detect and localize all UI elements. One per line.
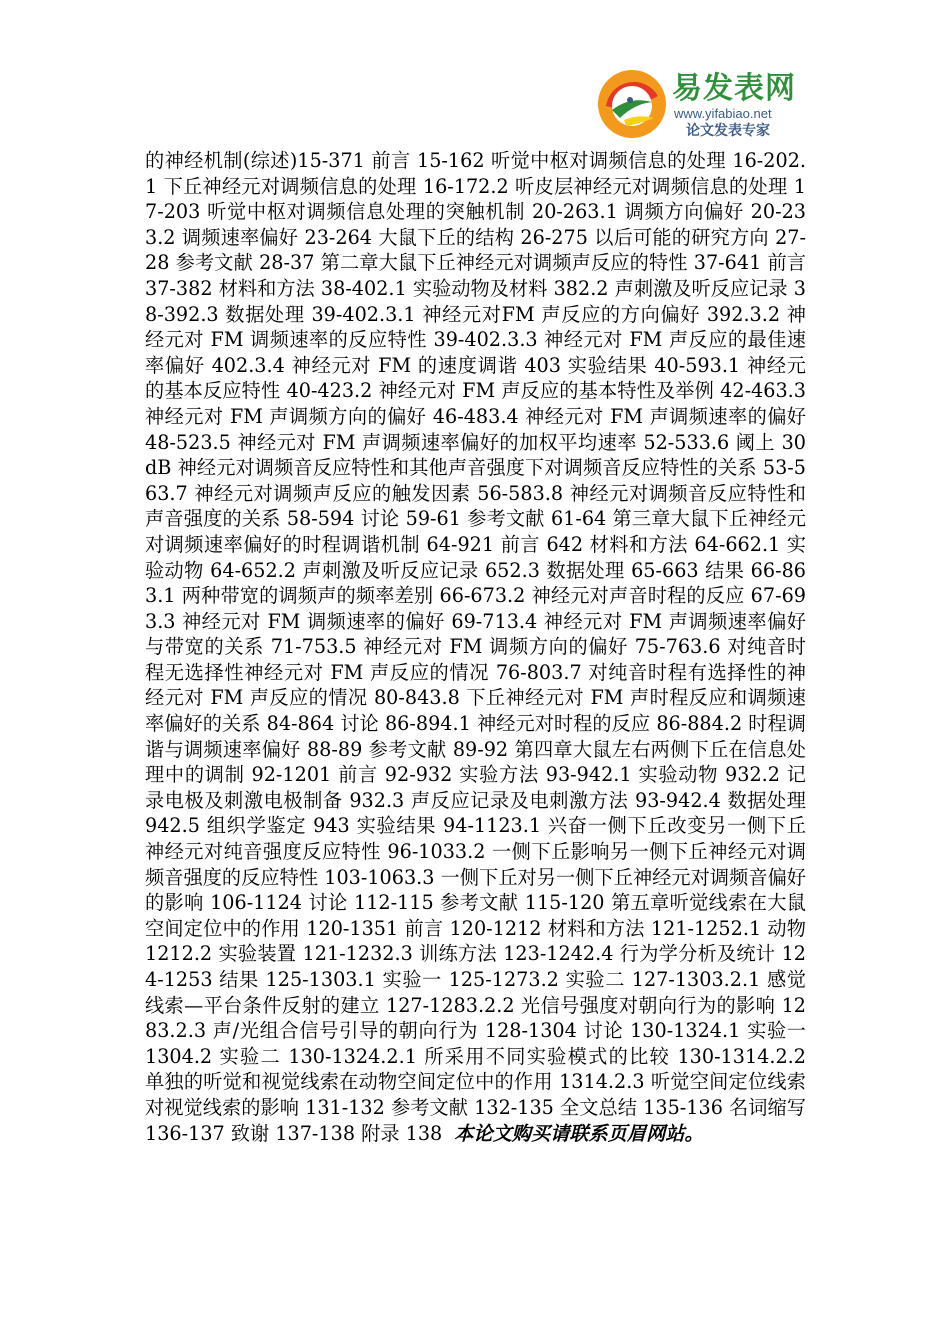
swoosh-logo-icon	[594, 66, 674, 146]
site-logo[interactable]	[594, 66, 814, 146]
logo-url: www.yifabiao.net	[674, 106, 772, 121]
toc-text: 的神经机制(综述)15-371 前言 15-162 听觉中枢对调频信息的处理 16-202.1 下丘神经元对调频信息的处理 16-172.2 听皮层神经元对调频信息的处理 17-203 听觉中枢对调频信息处理的突触机制 20-263.1 调频方向偏好 20-233.2 调频速率偏好 23-264 大鼠下丘的结构 26-275 以后可能的研究方向 27-28 参考文献 28-37 第二章大鼠下丘神经元对调频声反应的特性 37-641 前言 37-382 材料和方法 38-402.1 实验动物及材料 382.2 声刺激及听反应记录 38-392.3 数据处理 39-402.3.1 神经元对FM 声反应的方向偏好 392.3.2 神经元对 FM 调频速率的反应特性 39-402.3.3 神经元对 FM 声反应的最佳速率偏好 402.3.4 神经元对 FM 的速度调谐 403 实验结果 40-593.1 神经元的基本反应特性 40-423.2 神经元对 FM 声反应的基本特性及举例 42-463.3 神经元对 FM 声调频方向的偏好 46-483.4 神经元对 FM 声调频速率的偏好 48-523.5 神经元对 FM 声调频速率偏好的加权平均速率 52-533.6 阈上 30dB 神经元对调频音反应特性和其他声音强度下对调频音反应特性的关系 53-563.7 神经元对调频声反应的触发因素 56-583.8 神经元对调频音反应特性和声音强度的关系 58-594 讨论 59-61 参考文献 61-64 第三章大鼠下丘神经元对调频速率偏好的时程调谐机制 64-921 前言 642 材料和方法 64-662.1 实验动物 64-652.2 声刺激及听反应记录 652.3 数据处理 65-663 结果 66-863.1 两种带宽的调频声的频率差别 66-673.2 神经元对声音时程的反应 67-693.3 神经元对 FM 调频速率的偏好 69-713.4 神经元对 FM 声调频速率偏好与带宽的关系 71-753.5 神经元对 FM 调频方向的偏好 75-763.6 对纯音时程无选择性神经元对 FM 声反应的情况 76-803.7 对纯音时程有选择性的神经元对 FM 声反应的情况 80-843.8 下丘神经元对 FM 声时程反应和调频速率偏好的关系 84-864 讨论 86-894.1 神经元对时程的反应 86-884.2 时程调谐与调频速率偏好 88-89 参考文献 89-92 第四章大鼠左右两侧下丘在信息处理中的调制 92-1201 前言 92-932 实验方法 93-942.1 实验动物 932.2 记录电极及刺激电极制备 932.3 声反应记录及电刺激方法 93-942.4 数据处理 942.5 组织学鉴定 943 实验结果 94-1123.1 兴奋一侧下丘改变另一侧下丘神经元对纯音强度反应特性 96-1033.2 一侧下丘影响另一侧下丘神经元对调频音强度的反应特性 103-1063.3 一侧下丘对另一侧下丘神经元对调频音偏好的影响 106-1124 讨论 112-115 参考文献 115-120 第五章听觉线索在大鼠空间定位中的作用 120-1351 前言 120-1212 材料和方法 121-1252.1 动物 1212.2 实验装置 121-1232.3 训练方法 123-1242.4 行为学分析及统计 124-1253 结果 125-1303.1 实验一 125-1273.2 实验二 127-1303.2.1 感觉线索—平台条件反射的建立 127-1283.2.2 光信号强度对朝向行为的影响 1283.2.3 声/光组合信号引导的朝向行为 128-1304 讨论 130-1324.1 实验一 1304.2 实验二 130-1324.2.1 所采用不同实验模式的比较 130-1314.2.2 单独的听觉和视觉线索在动物空间定位中的作用 1314.2.3 听觉空间定位线索对视觉线索的影响 131-132 参考文献 132-135 全文总结 135-136 名词缩写 136-137 致谢 137-138 附录 138	[145, 149, 806, 1145]
logo-brand-name: 易发表网	[672, 71, 796, 106]
table-of-contents-paragraph	[145, 148, 806, 1146]
logo-tagline: 论文发表专家	[686, 123, 770, 139]
logo-text-block	[672, 72, 796, 140]
purchase-note: 本论文购买请联系页眉网站。	[454, 1121, 704, 1145]
